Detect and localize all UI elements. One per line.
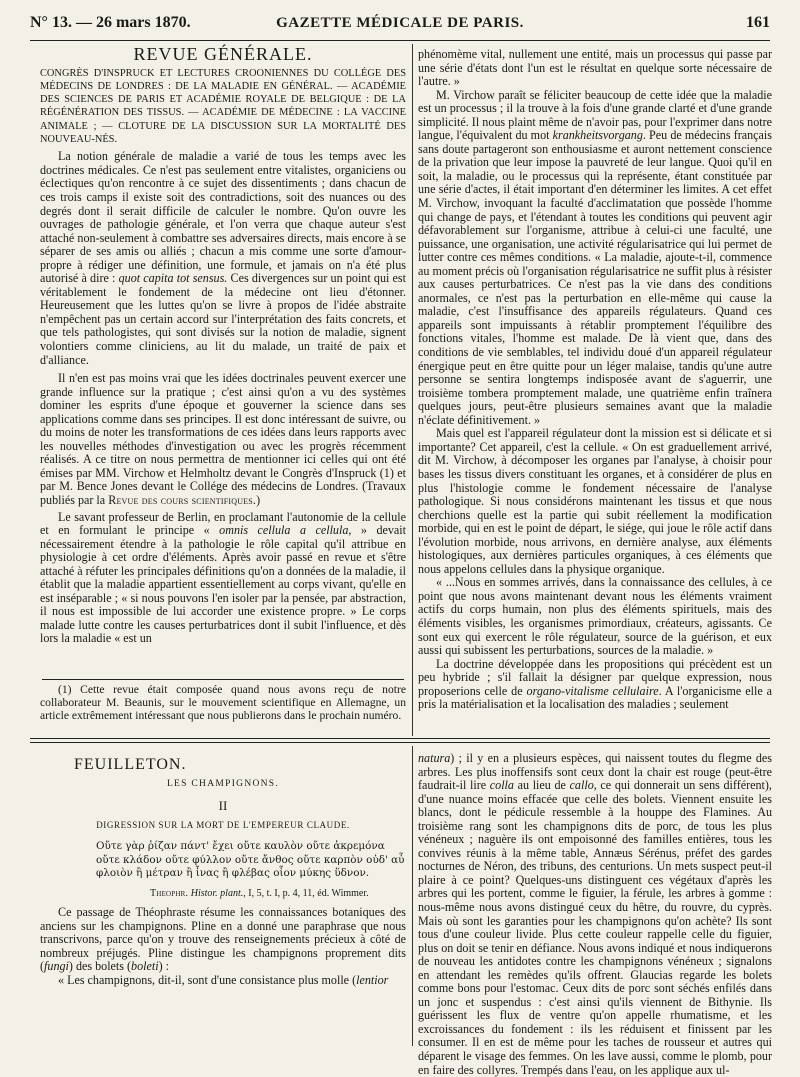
revue-left-column [40, 44, 406, 646]
revue-paragraph-2: Il n'en est pas moins vrai que les idées doctrinales peuvent exercer une grande influence sur la pratique ; c'est ainsi qu'on a vu des systèmes dominer les esprits d'une époque et gouverner la science dans ses applications comme dans ses principes. Il est donc intéressant de suivre, ou du moins de noter les transformations de ces idées dans leurs rapports avec les nouvelles méthodes d'investigation ou avec les progrès récemment réalisés. A ce titre on nous permettra de mentionner ici celles qui ont été émises par MM. Virchow et Helmholtz devant le Congrès d'Inspruck (1) et par M. Bence Jones devant le Collége des médecins de Londres. (Travaux publiés par la Revue des cours scientifiques.) [40, 371, 406, 507]
page-header [30, 14, 770, 38]
feuilleton-rule-bottom [30, 742, 770, 743]
feuilleton-paragraph-1: Ce passage de Théophraste résume les connaissances botaniques des anciens sur les champignons. Pline en a donné une paraphrase que nous transcrivons, parce qu'on y trouve des renseignements précieux à côté de nombreux préjugés. Pline distingue les champignons proprement dits (fungi) des bolets (boleti) : [40, 904, 406, 974]
revue-paragraph-3: Le savant professeur de Berlin, en proclamant l'autonomie de la cellule et en formulant le principe « omnis cellula a cellula, » devait nécessairement étendre à la pathologie le rôle capital qu'il attribue en physiologie à cet ordre d'éléments. Après avoir passé en revue et s'être attaché à réfuter les principales définitions qu'on a données de la maladie, il établit que la maladie appartient essentiellement au corps vivant, qu'elle en est inséparable ; « si nous pouvons l'en isoler par la pensée, par abstraction, il nous est impossible de lui accorder une existence propre. » Le corps malade lutte contre les causes perturbatrices dont il subit l'influence, et dès lors la maladie « est un [40, 509, 406, 646]
issue-number: N° 13. — 26 mars 1870. [30, 14, 191, 31]
feuilleton-right-column [418, 752, 772, 1077]
feuilleton-left-column [40, 752, 406, 987]
journal-title: GAZETTE MÉDICALE DE PARIS. [276, 15, 524, 31]
feuilleton-rule-top [30, 738, 770, 739]
revue-paragraph-7: « ...Nous en sommes arrivés, dans la connaissance des cellules, à ce point que nous avons maintenant devant nous les éléments vraiment actifs du corps humain, non plus des éléments spirituels, mais des éléments visibles, les organismes primordiaux, créateurs, agissants. Ce sont eux qui exercent le rôle régulateur, source de la guérison, et eux aussi qui subissent les perturbations, sources de la maladie. » [418, 575, 772, 658]
epigraph-citation: Theophr. Histor. plant., I, 5, t. I, p. 4, 11, éd. Wimmer. [150, 887, 369, 899]
feuilleton-number: II [218, 798, 228, 814]
column-divider-lower [412, 746, 413, 1046]
feuilleton-paragraph-2: « Les champignons, dit-il, sont d'une consistance plus molle (lentior [58, 972, 389, 987]
footnote-rule [42, 679, 404, 680]
feuilleton-digression: DIGRESSION SUR LA MORT DE L'EMPEREUR CLAUDE. [96, 819, 350, 830]
revue-paragraph-8: La doctrine développée dans les propositions qui précèdent est un peu hybride ; s'il fallait la désigner par quelque expression, nous proposerions celle de organo-vitalisme cellulaire. A l'organicisme elle a pris la matérialisation et la localisation des maladies ; seulement [418, 656, 773, 712]
revue-paragraph-6: Mais quel est l'appareil régulateur dont la mission est si délicate et si importante? Cet appareil, c'est la cellule. « On est graduellement arrivé, dit M. Virchow, à décomposer les organes par l'analyse, à choisir pour bases les tissus divers constituant les organes, et à considérer de plus en plus l'histologie comme le fondement nécessaire de l'analyse pathologique. Si nous considérons maintenant les tissus et que nous cherchions quelle est la partie qui subit réellement la modification morbide, qui en est le point de départ, le siége, qui joue le rôle actif dans l'évolution morbide, nous arrivons, en dernière analyse, aux éléments histologiques, aux dernières particules organiques, à ces éléments que nous appelons cellules dans la physique organique. [418, 426, 772, 576]
revue-subheading: CONGRÈS D'INSPRUCK ET LECTURES CROONIENNES DU COLLÉGE DES MÉDECINS DE LONDRES : DE LA MALADIE EN GÉNÉRAL. — ACADÉMIE DES SCIENCES DE PARIS ET ACADÉMIE ROYALE DE BELGIQUE : DE LA RÉGÉNÉRATION DES TISSUS. — ACADÉMIE DE MÉDECINE : LA VACCINE ANIMALE ; — CLOTURE DE LA DISCUSSION SUR LA MORTALITÉ DES NOUVEAU-NÉS. [40, 67, 406, 146]
feuilleton-subtitle: LES CHAMPIGNONS. [166, 778, 280, 789]
header-rule [30, 40, 770, 41]
column-divider-upper [412, 44, 413, 736]
revue-title: REVUE GÉNÉRALE. [133, 44, 313, 64]
revue-paragraph-5: M. Virchow paraît se féliciter beaucoup de cette idée que la maladie est un processus ; il la trouve à la fois d'une grande clarté et d'une grande simplicité. Il nous plaint même de n'avoir pas, pour l'exprimer dans notre langue, l'équivalent du mot krankheitsvorgang. Peu de médecins français sans doute partageront son enthousiasme et auront nettement conscience de la privation que leur impose la pauvreté de leur langue. Quoi qu'il en soit, la maladie, ou le processus qui la représente, étant constituée par une série d'actes, il était important d'en déterminer les limites. A cet effet M. Virchow, invoquant la faculté d'acclimatation que possède l'homme qui change de pays, et l'étendant à toutes les conditions qui peuvent agir défavorablement sur l'organisme, attribue à celui-ci une faculté, une puissance, une organisation, une activité régularisatrice qui lui permet de lutter contre ces mêmes conditions. « La maladie, ajoute-t-il, commence au moment précis où l'organisation régularisatrice ne suffit plus à résister aux causes perturbatrices. Ce n'est pas la vie dans des conditions anormales, ce n'est pas la perturbation en elle-même qui cause la maladie, c'est l'insuffisance des appareils régulateurs. Quand ces appareils sont impuissants à rétablir promptement l'équilibre des fonctions vitales, l'homme est malade. De là vient que, dans des conditions de vie semblables, tel individu doué d'un appareil régulateur énergique peut en être quitte pour un léger malaise, tandis qu'une autre personne se sentira longtemps indisposée avant de s'aguerrir, une troisième tombera promptement malade, une quatrième enfin traînera quelques jours, peut-être plusieurs semaines avant que la maladie n'éclate définitivement. » [418, 87, 772, 427]
page-number: 161 [746, 14, 770, 31]
feuilleton-title: FEUILLETON. [74, 756, 187, 773]
greek-epigraph: Οὔτε γὰρ ῥίζαν πάντ' ἔχει οὔτε καυλὸν οὔτε ἀκρεμόνα οὔτε κλάδον οὔτε φύλλον οὔτε ἄνθος οὔτε καρπὸν οὐδ' αὖ φλοιὸν ἢ μέτραν ἢ ἶνας ἢ φλέβας οἷον μύκης ὕδνον. [96, 840, 405, 880]
feuilleton-paragraph-3: natura) ; il y en a plusieurs espèces, qui naissent toutes du flegme des arbres. Les plus inoffensifs sont ceux dont la chair est rouge (peut-être faudrait-il lire colla au lieu de callo, ce qui donnerait un sens différent), d'une nuance moins effacée que celle des bolets. Viennent ensuite les blancs, dont le pédicule ressemble à la houppe des Flamines. Au troisième rang sont les champignons dits de porc, de tous les plus vénéneux ; naguère ils ont empoisonné des familles entières, tous les convives réunis à la même table, Annæus Sérénus, préfet des gardes nocturnes de Néron, des tribuns, des centurions. Un mets suspect peut-il plaire à ce point? Quelques-uns distinguent ces végétaux d'après les arbres qui les portent, comme le figuier, la férule, les arbres à gomme : nous-même nous avons distingué ceux du hêtre, du rouvre, du cyprès. Mais où sont les garanties pour les champignons qu'on achète? Ils sont tous d'une couleur livide. Plus cette couleur rappelle celle du figuier, plus on doit se tenir en défiance. Nous avons indiqué et nous indiquerons de nouveau les antidotes contre les champignons vénéneux ; signalons en attendant les remèdes qu'ils offrent. Glaucias regarde les bolets comme bons pour l'estomac. Ceux dits de porc sont séchés enfilés dans un jonc et suspendus : c'est ainsi qu'ils viennent de Bithynie. Ils guérissent les flux de ventre qu'on appelle rhumatisme, et les excroissances du fondement : ils les réduisent et finissent par les consumer. Il en est de même pour les taches de rousseur et autres qui déparent le visage des femmes. On les lave aussi, comme le plomb, pour en faire des collyres. Trempés dans l'eau, on les applique aux ul- [418, 751, 772, 1077]
footnote: (1) Cette revue était composée quand nous avons reçu de notre collaborateur M. Beaunis, sur le mouvement scientifique en Allemagne, un article extrêmement intéressant que nous publierons dans le prochain numéro. [40, 683, 406, 723]
revue-paragraph-4: phénomème vital, nullement une entité, mais un processus qui passe par une série d'états dont l'un est le résultat en quelque sorte nécessaire de l'autre. » [418, 47, 772, 89]
revue-paragraph-1: La notion générale de maladie a varié de tous les temps avec les doctrines médicales. Ce n'est pas seulement entre vitalistes, organiciens ou éclectiques qu'on rencontre à ce sujet des dissentiments ; dans chacun de ces trois camps il existe soit des contradictions, soit des nuances ou des degrés dont il serait difficile de calculer le nombre. Qu'on ouvre les ouvrages de pathologie générale, et l'on verra que chaque auteur s'est attaché non-seulement à combattre ses adversaires directs, mais encore à se séparer de ses amis ou alliés ; chacun a mis comme une sorte d'amour-propre à rédiger une définition, une formule, et jamais on n'a été plus autorisé à dire : quot capita tot sensus. Ces divergences sur un point qui est véritablement le fondement de la médecine ont lieu d'étonner. Heureusement que les luttes qu'on se livre à propos de l'idée abstraite n'empêchent pas un certain accord sur l'interprétation des faits concrets, et que tels pathologistes, qui sont divisés sur la notion de maladie, signent volontiers comme cliniciens, au lit du malade, un traité de paix et d'alliance. [40, 149, 406, 367]
revue-right-column [418, 48, 772, 712]
